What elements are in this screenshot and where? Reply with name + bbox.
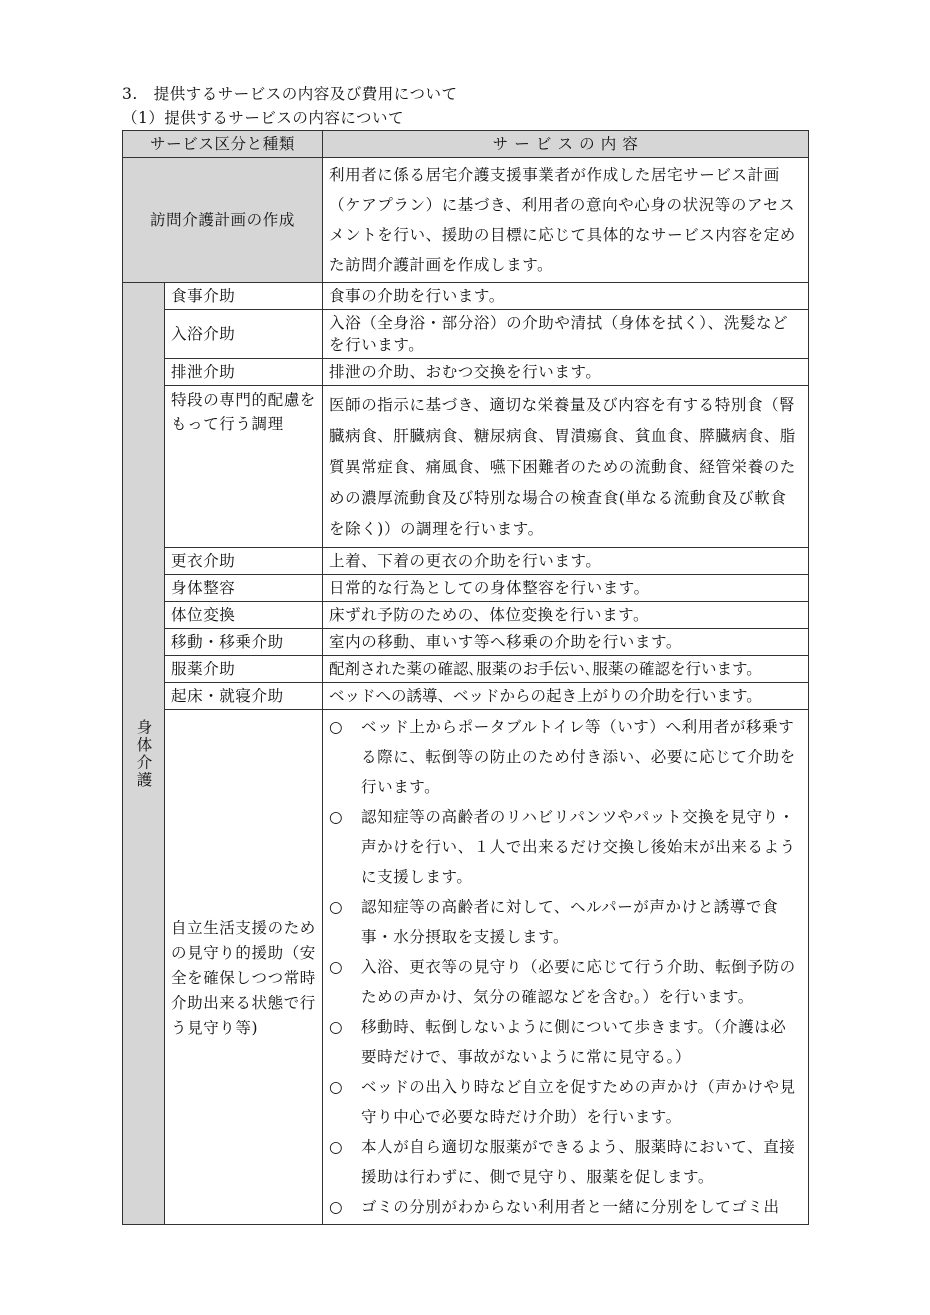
row-content: 排泄の介助、おむつ交換を行います。 [323,359,809,386]
bullet-circle-icon: ○ [329,1018,344,1036]
list-item [329,1132,802,1192]
row-label: 入浴介助 [165,310,323,359]
table-row [123,602,809,629]
support-row [123,710,809,1225]
table-row [123,683,809,710]
list-item-text: 本人が自ら適切な服薬ができるよう、服薬時において、直接援助は行わずに、側で見守り、服薬を促します。 [361,1138,796,1186]
list-item-text: 認知症等の高齢者に対して、ヘルパーが声かけと誘導で食事・水分摂取を支援します。 [361,898,779,946]
bullet-circle-icon: ○ [329,1198,344,1216]
row-content: 床ずれ予防のための、体位変換を行います。 [323,602,809,629]
service-content-table [122,130,809,1225]
list-item [329,892,802,952]
table-row [123,359,809,386]
row-label: 移動・移乗介助 [165,629,323,656]
list-item [329,1192,802,1222]
list-item-text: 入浴、更衣等の見守り（必要に応じて行う介助、転倒予防のための声かけ、気分の確認などを含む。）を行います。 [361,958,796,1006]
bullet-circle-icon: ○ [329,898,344,916]
list-item-text: 移動時、転倒しないように側について歩きます。（介護は必要時だけで、事故がないように常に見守る。） [361,1018,787,1066]
plan-content-cell: 利用者に係る居宅介護支援事業者が作成した居宅サービス計画（ケアプラン）に基づき、利用者の意向や心身の状況等のアセスメントを行い、援助の目標に応じて具体的なサービス内容を定めた訪問介護計画を作成します。 [323,158,809,283]
plan-row [123,158,809,283]
list-item-text: ゴミの分別がわからない利用者と一緒に分別をしてゴミ出 [361,1198,780,1216]
bullet-circle-icon: ○ [329,1138,344,1156]
row-label: 体位変換 [165,602,323,629]
bullet-circle-icon: ○ [329,1078,344,1096]
row-content: 入浴（全身浴・部分浴）の介助や清拭（身体を拭く）、洗髪などを行います。 [323,310,809,359]
subsection-heading: （1）提供するサービスの内容について [122,109,405,127]
row-label: 身体整容 [165,575,323,602]
table-row [123,548,809,575]
list-item [329,1012,802,1072]
support-label-cell: 自立生活支援のための見守り的援助（安全を確保しつつ常時介助出来る状態で行う見守り等) [165,710,323,1225]
row-content: 室内の移動、車いす等へ移乗の介助を行います。 [323,629,809,656]
bullet-circle-icon: ○ [329,958,344,976]
row-content: 日常的な行為としての身体整容を行います。 [323,575,809,602]
list-item [329,1072,802,1132]
list-item-text: ベッド上からポータブルトイレ等（いす）へ利用者が移乗する際に、転倒等の防止のため付き添い、必要に応じて介助を行います。 [361,718,796,796]
row-label: 食事介助 [165,283,323,310]
section-heading: 3. 提供するサービスの内容及び費用について [122,85,458,103]
table-row [123,310,809,359]
table-row [123,656,809,683]
row-content: 上着、下着の更衣の介助を行います。 [323,548,809,575]
plan-label-cell: 訪問介護計画の作成 [123,158,323,283]
header-content-cell: サ ー ビ ス の 内 容 [323,131,809,158]
row-label: 排泄介助 [165,359,323,386]
support-content-cell [323,710,809,1225]
list-item-text: 認知症等の高齢者のリハビリパンツやパット交換を見守り・声かけを行い、１人で出来るだけ交換し後始末が出来るように支援します。 [361,808,796,886]
list-item [329,802,802,892]
table-row [123,283,809,310]
row-label: 特段の専門的配慮をもって行う調理 [165,386,323,548]
table-header-row [123,131,809,158]
row-content: ベッドへの誘導、ベッドからの起き上がりの介助を行います。 [323,683,809,710]
category-label: 身体介護 [134,718,153,789]
list-item [329,952,802,1012]
table-row [123,386,809,548]
support-bullet-list [329,712,802,1222]
bullet-circle-icon: ○ [329,808,344,826]
bullet-circle-icon: ○ [329,718,344,736]
list-item [329,712,802,802]
header-category-cell: サービス区分と種類 [123,131,323,158]
category-cell [123,283,165,1225]
row-content: 食事の介助を行います。 [323,283,809,310]
list-item-text: ベッドの出入り時など自立を促すための声かけ（声かけや見守り中心で必要な時だけ介助）を行います。 [361,1078,796,1126]
row-content: 医師の指示に基づき、適切な栄養量及び内容を有する特別食（腎臓病食、肝臓病食、糖尿病食、胃潰瘍食、貧血食、膵臓病食、脂質異常症食、痛風食、嚥下困難者のための流動食、経管栄養のための濃厚流動食及び特別な場合の検査食(単なる流動食及び軟食を除く)）の調理を行います。 [323,386,809,548]
row-label: 更衣介助 [165,548,323,575]
row-content: 配剤された薬の確認､服薬のお手伝い､服薬の確認を行います。 [323,656,809,683]
row-label: 服薬介助 [165,656,323,683]
table-row [123,629,809,656]
row-label: 起床・就寝介助 [165,683,323,710]
table-row [123,575,809,602]
